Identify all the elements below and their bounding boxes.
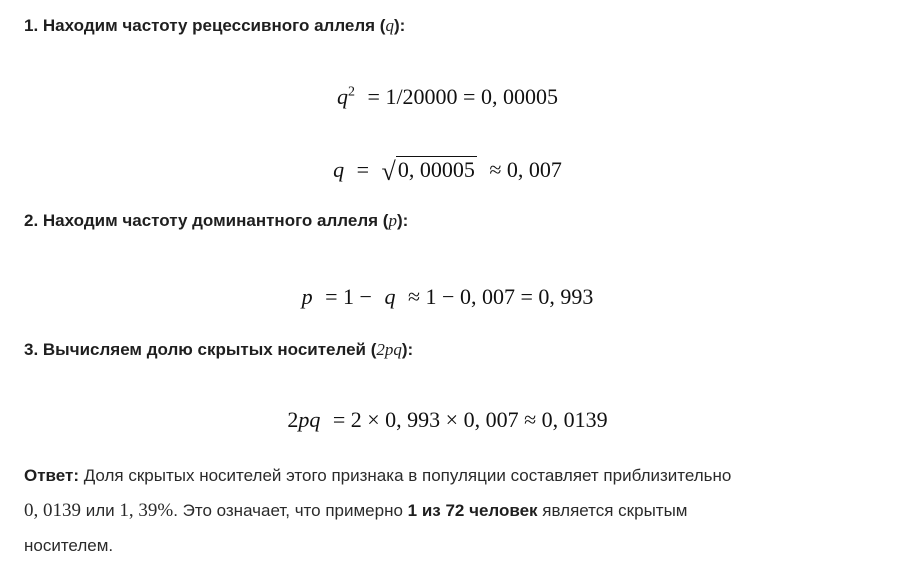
answer-label: Ответ: — [24, 466, 79, 485]
answer-value-fraction: 0, 0139 — [24, 500, 81, 521]
var-2pq: 2pq — [376, 340, 402, 359]
var-q: q — [385, 16, 394, 35]
sqrt-symbol: √0, 00005 — [381, 157, 475, 186]
equation-q-squared: $q^2 = 1/20000 = 0$, 00005 — [337, 84, 558, 109]
step-1-heading: 1. Находим частоту рецессивного аллеля (q): — [24, 16, 406, 35]
equation-q-sqrt: q = √0, 00005 ≈ 0, 007 — [0, 154, 902, 184]
step-2-heading: 2. Находим частоту доминантного аллеля (p): — [24, 211, 409, 230]
answer-value-percent: 1, 39% — [119, 500, 174, 521]
var-p: p — [388, 211, 397, 230]
answer-highlight: 1 из 72 человек — [407, 501, 538, 520]
step-3-heading: 3. Вычисляем долю скрытых носителей (2pq): — [24, 340, 414, 359]
answer-paragraph: Ответ: Доля скрытых носителей этого признака в популяции составляет приблизительно 0, 0139 или 1, 39%. Это означает, что примерно 1 из 72 человек является скрытым носителем. — [24, 466, 732, 555]
equation-p: p = 1 − q ≈ 1 − 0, 007 = 0, 993 — [301, 284, 594, 309]
equation-2pq: 2pq = 2 × 0, 993 × 0, 007 ≈ 0, 0139 — [287, 407, 608, 432]
